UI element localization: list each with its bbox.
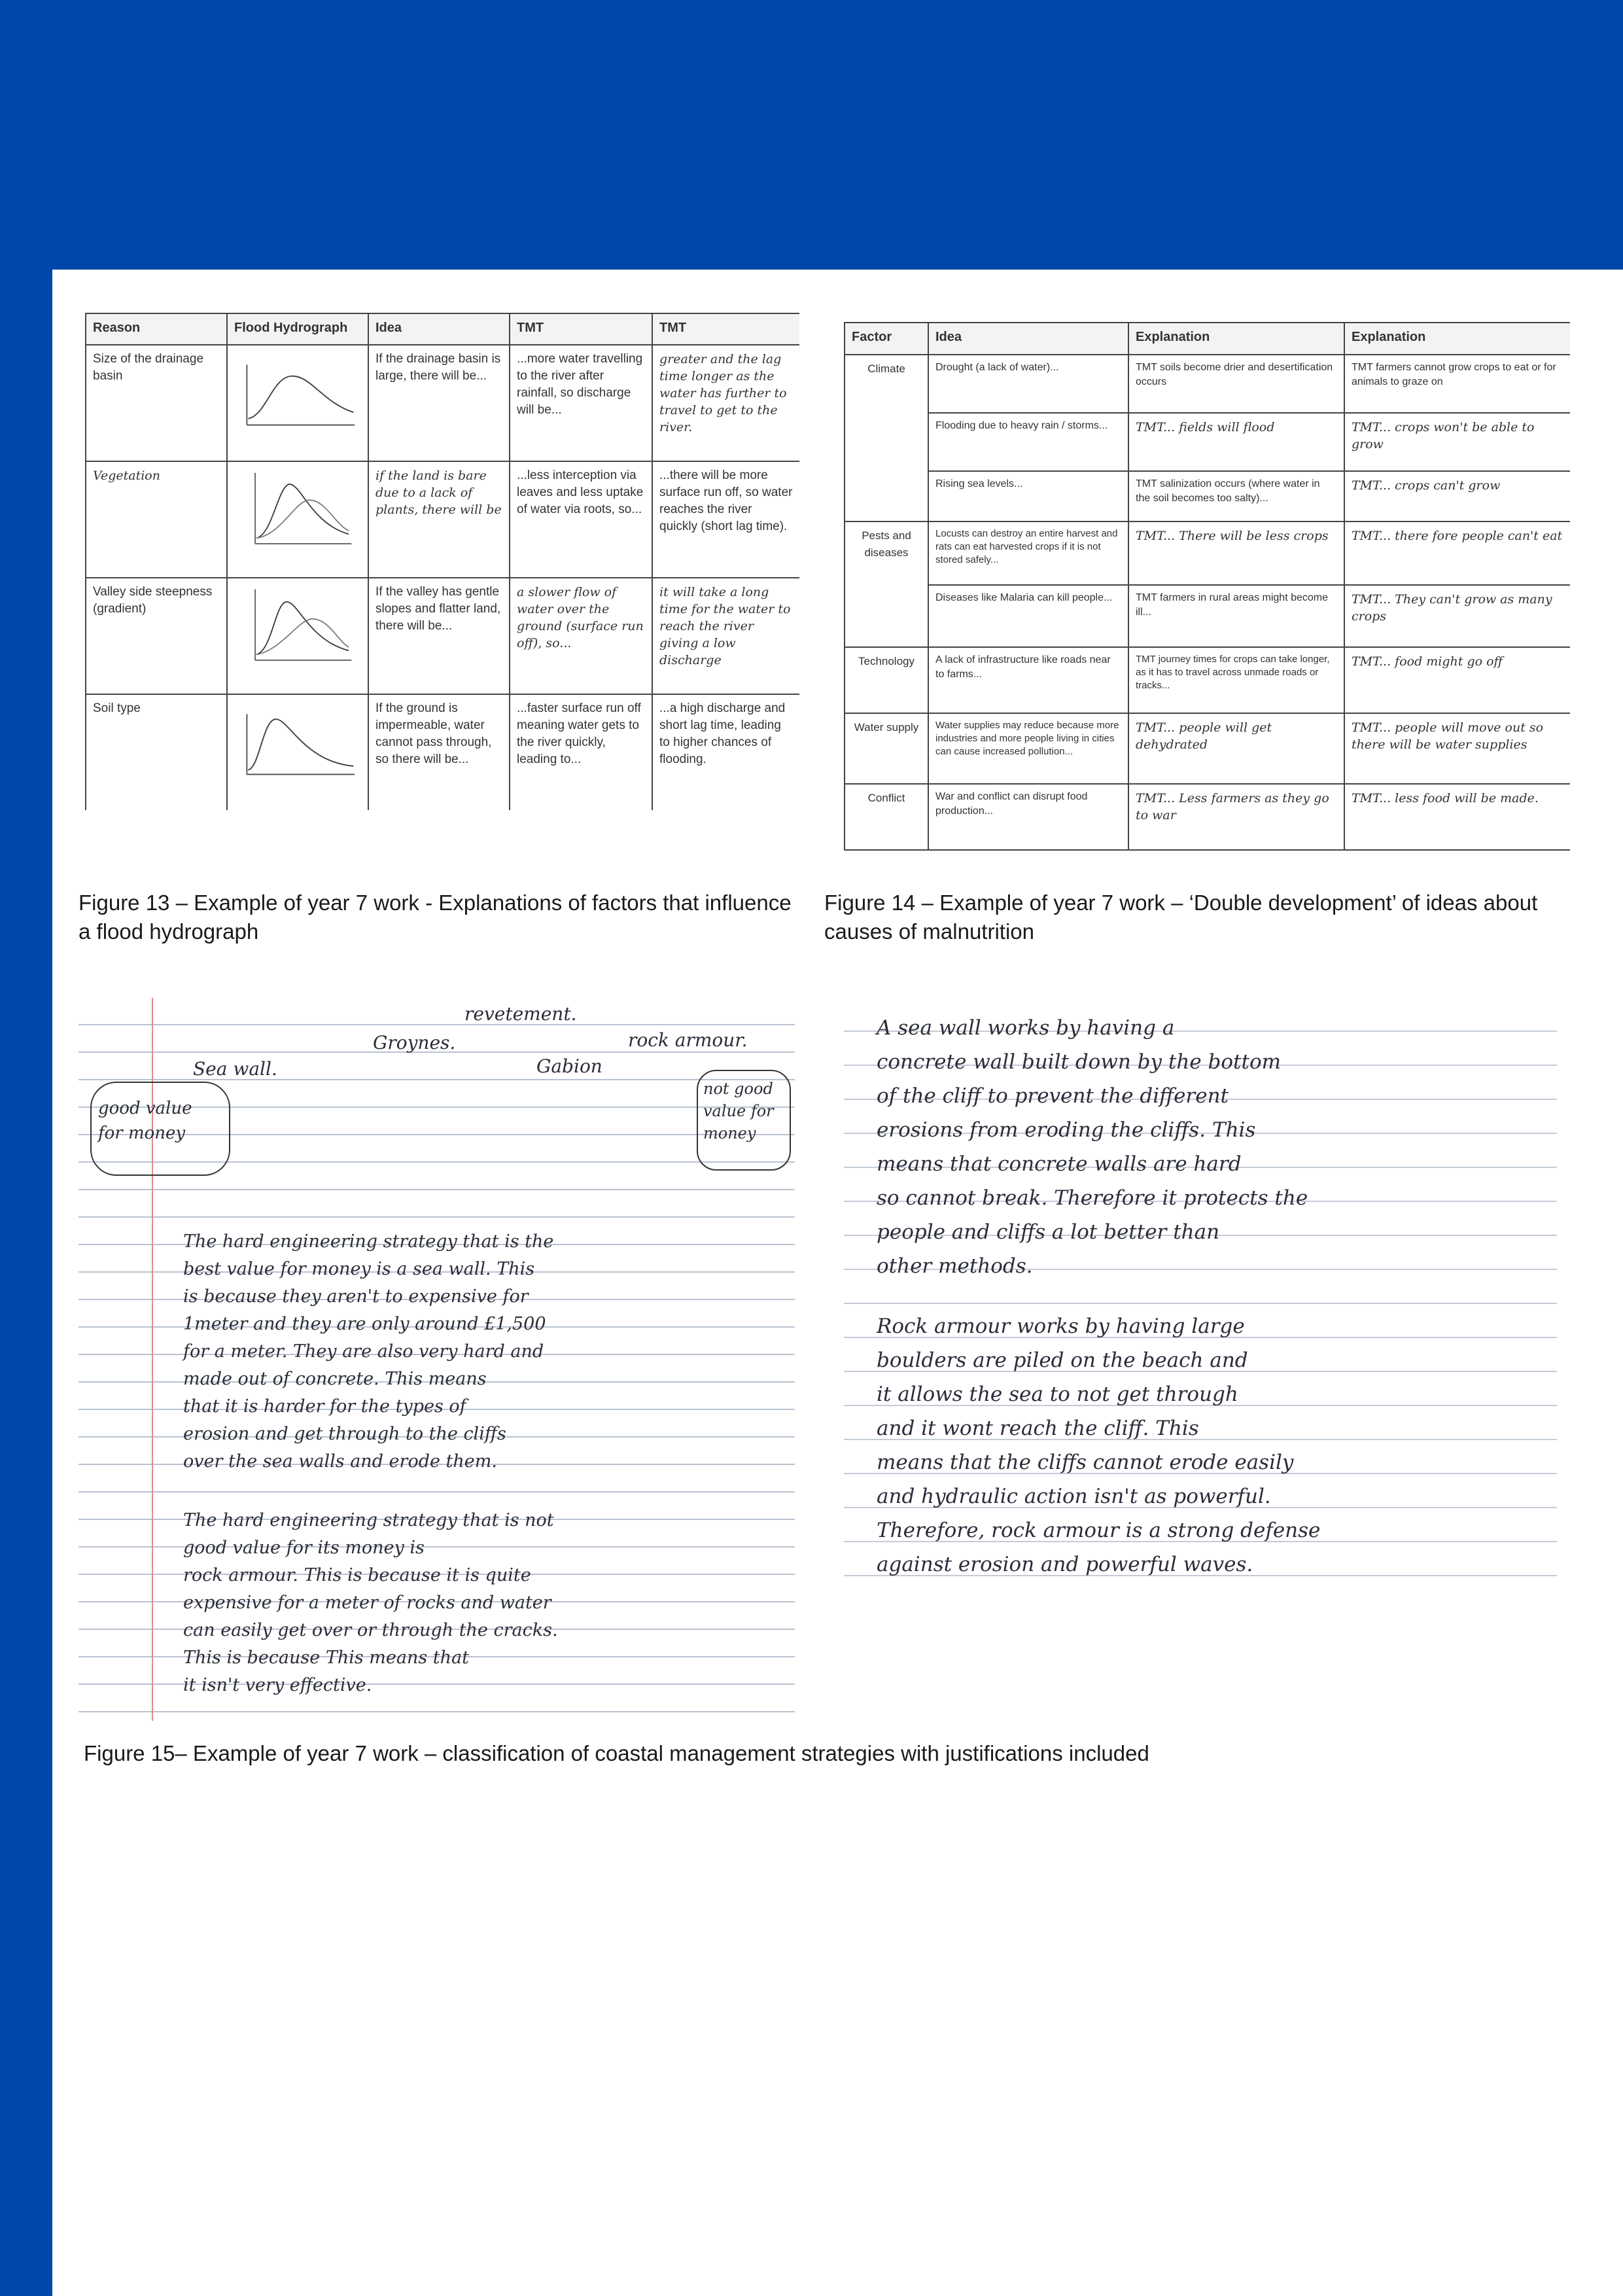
handwritten-line: of the cliff to prevent the different: [877, 1084, 1229, 1108]
header-factor: Factor: [845, 323, 928, 355]
hydrograph-sketch: [234, 700, 361, 785]
handwritten-line: The hard engineering strategy that is the: [183, 1231, 554, 1252]
explanation-cell: TMT farmers cannot grow crops to eat or for animals to graze on: [1344, 355, 1570, 413]
handwritten-line: erosion and get through to the cliffs: [183, 1424, 506, 1444]
figure-14-caption: Figure 14 – Example of year 7 work – ‘Double development’ of ideas about causes of malnutrition: [824, 891, 1538, 944]
figure-15-right-page: [844, 998, 1557, 1600]
reason-cell: Soil type: [86, 694, 227, 810]
handwritten-line: Therefore, rock armour is a strong defense: [877, 1519, 1321, 1542]
tmt1-cell: ...faster surface run off meaning water gets to the river quickly, leading to...: [510, 694, 652, 810]
rock-armour-paragraph: [877, 1309, 1550, 1581]
explanation-cell: TMT... there fore people can't eat: [1344, 521, 1570, 585]
header-reason: Reason: [86, 313, 227, 345]
idea-cell: If the drainage basin is large, there will be...: [368, 345, 510, 461]
table-row: [845, 355, 1570, 413]
label-rock-armour: rock armour.: [628, 1029, 748, 1051]
header-explanation-1: Explanation: [1128, 323, 1344, 355]
table-row: [86, 345, 799, 461]
header-tmt-2: TMT: [652, 313, 799, 345]
explanation-cell: TMT... less food will be made.: [1344, 784, 1570, 850]
handwritten-line: concrete wall built down by the bottom: [877, 1050, 1282, 1074]
handwritten-line: and it wont reach the cliff. This: [877, 1417, 1199, 1440]
idea-cell: War and conflict can disrupt food production...: [928, 784, 1128, 850]
malnutrition-worksheet: [844, 322, 1570, 851]
handwritten-line: against erosion and powerful waves.: [877, 1553, 1253, 1576]
tmt1-cell: ...less interception via leaves and less uptake of water via roots, so...: [510, 461, 652, 578]
figure-13-caption: Figure 13 – Example of year 7 work - Explanations of factors that influence a flood hydrograph: [79, 891, 792, 944]
handwritten-line: so cannot break. Therefore it protects the: [877, 1186, 1308, 1210]
handwritten-line: Rock armour works by having large: [877, 1315, 1245, 1338]
table-row: [845, 521, 1570, 585]
handwritten-line: good value for its money is: [183, 1538, 425, 1558]
handwritten-line: other methods.: [877, 1254, 1033, 1278]
idea-cell: Water supplies may reduce because more industries and more people living in cities can cause increased pollution...: [928, 713, 1128, 783]
sea-wall-paragraph: [877, 1011, 1550, 1283]
hydrograph-cell: [227, 578, 368, 694]
handwritten-line: for a meter. They are also very hard and: [183, 1341, 544, 1362]
left-margin-band: [0, 270, 52, 2296]
label-gabion: Gabion: [536, 1055, 602, 1077]
figure-15-caption: Figure 15– Example of year 7 work – classification of coastal management strategies with justifications included: [84, 1741, 1149, 1765]
hydrograph-sketch: [234, 351, 361, 436]
hydrograph-chart-icon: [234, 584, 361, 669]
handwritten-line: 1meter and they are only around £1,500: [183, 1314, 546, 1334]
explanation-cell: TMT... crops won't be able to grow: [1344, 413, 1570, 471]
hydrograph-cell: [227, 461, 368, 578]
header-tmt-1: TMT: [510, 313, 652, 345]
reason-cell: Valley side steepness (gradient): [86, 578, 227, 694]
handwritten-line: it isn't very effective.: [183, 1675, 372, 1695]
handwritten-line: This is because This means that: [183, 1648, 469, 1668]
explanation-cell: TMT salinization occurs (where water in the soil becomes too salty)...: [1128, 471, 1344, 521]
handwritten-line: is because they aren't to expensive for: [183, 1286, 529, 1307]
handwritten-line: The hard engineering strategy that is not: [183, 1510, 554, 1530]
handwritten-line: that it is harder for the types of: [183, 1396, 466, 1417]
explanation-cell: TMT soils become drier and desertification occurs: [1128, 355, 1344, 413]
tmt1-cell: ...more water travelling to the river after rainfall, so discharge will be...: [510, 345, 652, 461]
handwritten-line: rock armour. This is because it is quite: [183, 1565, 531, 1585]
figure-13-image: [85, 313, 799, 810]
idea-cell: If the ground is impermeable, water cannot pass through, so there will be...: [368, 694, 510, 810]
strategy-paragraph-worst: [183, 1507, 785, 1699]
idea-cell: Diseases like Malaria can kill people...: [928, 585, 1128, 647]
handwritten-line: means that concrete walls are hard: [877, 1152, 1242, 1176]
table-row: [86, 461, 799, 578]
handwritten-line: it allows the sea to not get through: [877, 1383, 1238, 1406]
good-value-label: good value for money: [98, 1099, 192, 1143]
tmt2-cell: greater and the lag time longer as the water has further to travel to get to the river.: [652, 345, 799, 461]
tmt2-cell: ...there will be more surface run off, so water reaches the river quickly (short lag time).: [652, 461, 799, 578]
table-row: [845, 647, 1570, 713]
handwritten-line: can easily get over or through the cracks.: [183, 1620, 558, 1640]
hydrograph-cell: [227, 694, 368, 810]
table-row: [86, 578, 799, 694]
explanation-cell: TMT... crops can't grow: [1344, 471, 1570, 521]
explanation-cell: TMT... people will get dehydrated: [1128, 713, 1344, 783]
handwritten-line: means that the cliffs cannot erode easily: [877, 1451, 1294, 1474]
idea-cell: Locusts can destroy an entire harvest and rats can eat harvested crops if it is not stored safely...: [928, 521, 1128, 585]
tmt2-cell: ...a high discharge and short lag time, leading to higher chances of flooding.: [652, 694, 799, 810]
table-row: [845, 585, 1570, 647]
idea-cell: Flooding due to heavy rain / storms...: [928, 413, 1128, 471]
handwritten-line: A sea wall works by having a: [877, 1016, 1175, 1040]
explanation-cell: TMT... fields will flood: [1128, 413, 1344, 471]
handwritten-line: made out of concrete. This means: [183, 1369, 487, 1389]
table-row: [86, 694, 799, 810]
idea-cell: A lack of infrastructure like roads near to farms...: [928, 647, 1128, 713]
idea-cell: Rising sea levels...: [928, 471, 1128, 521]
explanation-cell: TMT... food might go off: [1344, 647, 1570, 713]
handwritten-line: people and cliffs a lot better than: [877, 1220, 1220, 1244]
header-idea: Idea: [928, 323, 1128, 355]
factor-cell: Technology: [845, 647, 928, 713]
table-row: [845, 413, 1570, 471]
header-band: [0, 0, 1623, 270]
table-row: [845, 471, 1570, 521]
idea-cell: If the valley has gentle slopes and flatter land, there will be...: [368, 578, 510, 694]
reason-cell: Size of the drainage basin: [86, 345, 227, 461]
handwritten-line: expensive for a meter of rocks and water: [183, 1593, 551, 1613]
hydrograph-cell: [227, 345, 368, 461]
label-sea-wall: Sea wall.: [193, 1058, 277, 1080]
not-good-value-label: not good value for money: [703, 1080, 774, 1142]
figure-15-left-page: [79, 998, 795, 1721]
header-explanation-2: Explanation: [1344, 323, 1570, 355]
reason-cell: Vegetation: [86, 461, 227, 578]
flood-hydrograph-worksheet: [85, 313, 799, 810]
header-idea: Idea: [368, 313, 510, 345]
idea-cell: if the land is bare due to a lack of plants, there will be: [368, 461, 510, 578]
label-revetement: revetement.: [464, 1003, 577, 1025]
explanation-cell: TMT... people will move out so there will be water supplies: [1344, 713, 1570, 783]
header-flood-hydrograph: Flood Hydrograph: [227, 313, 368, 345]
factor-cell: Conflict: [845, 784, 928, 850]
tmt1-cell: a slower flow of water over the ground (surface run off), so...: [510, 578, 652, 694]
table-row: [845, 784, 1570, 850]
handwritten-line: boulders are piled on the beach and: [877, 1349, 1248, 1372]
handwritten-line: over the sea walls and erode them.: [183, 1451, 497, 1472]
factor-cell: Water supply: [845, 713, 928, 783]
idea-cell: Drought (a lack of water)...: [928, 355, 1128, 413]
factor-cell: Pests and diseases: [845, 521, 928, 647]
explanation-cell: TMT... Less farmers as they go to war: [1128, 784, 1344, 850]
hydrograph-chart-icon: [234, 467, 361, 552]
explanation-cell: TMT... They can't grow as many crops: [1344, 585, 1570, 647]
handwritten-line: and hydraulic action isn't as powerful.: [877, 1485, 1271, 1508]
label-groynes: Groynes.: [373, 1032, 456, 1053]
handwritten-line: best value for money is a sea wall. This: [183, 1259, 535, 1279]
table-row: [845, 713, 1570, 783]
explanation-cell: TMT journey times for crops can take longer, as it has to travel across unmade roads or tracks...: [1128, 647, 1344, 713]
explanation-cell: TMT farmers in rural areas might become ill...: [1128, 585, 1344, 647]
strategy-paragraph-best: [183, 1228, 785, 1475]
figure-14-image: [844, 322, 1570, 851]
tmt2-cell: it will take a long time for the water to reach the river giving a low discharge: [652, 578, 799, 694]
factor-cell: Climate: [845, 355, 928, 521]
explanation-cell: TMT... There will be less crops: [1128, 521, 1344, 585]
handwritten-line: erosions from eroding the cliffs. This: [877, 1118, 1256, 1142]
